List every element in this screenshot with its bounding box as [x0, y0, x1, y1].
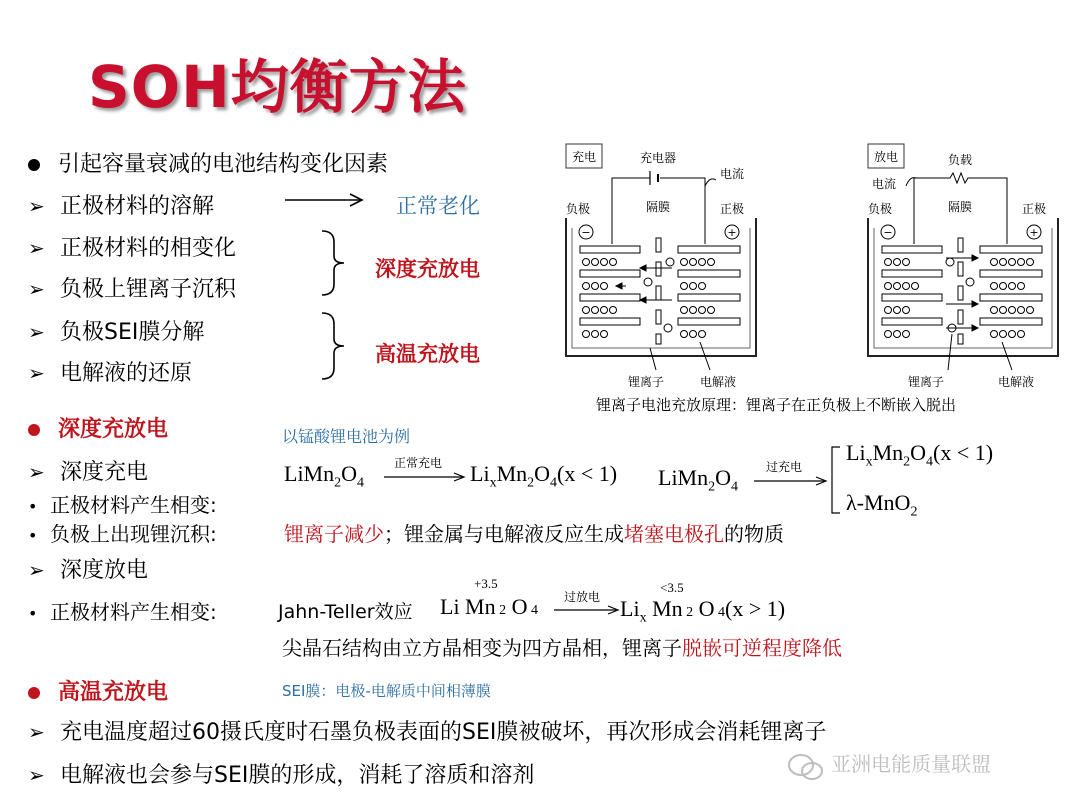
- arrowhead-icon: ➢: [28, 460, 45, 484]
- spinel-red-text: 脱嵌可逆程度降低: [682, 636, 842, 660]
- svg-text:+: +: [1029, 226, 1039, 239]
- eq-limn2o4-b: $LiMn_2O_4$: [658, 465, 739, 495]
- diagram-mode-label: 放电: [873, 150, 899, 164]
- diagram-device-label: 充电器: [639, 151, 677, 165]
- hightemp-section-heading-row: [28, 675, 168, 706]
- discharge-cathode-label: 正极材料产生相变:: [50, 600, 217, 624]
- spinel-text: 尖晶石结构由立方晶相变为四方晶相，锂离子: [282, 636, 682, 660]
- small-bullet-icon: •: [28, 497, 38, 516]
- cause-item-label: 正极材料的相变化: [60, 236, 237, 261]
- anode-red-text-1: 锂离子减少: [284, 522, 384, 546]
- diagram-sep-label: 隔膜: [646, 200, 671, 214]
- reaction-arrow-icon: [552, 603, 622, 617]
- deep-heading: 深度充放电: [58, 417, 169, 442]
- svg-text:−: −: [581, 226, 591, 239]
- brace-icon: [318, 310, 358, 382]
- watermark-text: 亚洲电能质量联盟: [831, 752, 992, 776]
- anode-end-text: 的物质: [724, 522, 784, 546]
- anode-red-text-2: 堵塞电极孔: [624, 522, 724, 546]
- bullet-dot-icon: [28, 424, 40, 436]
- bracket-icon: [826, 445, 842, 515]
- eq-label-over-discharge: 过放电: [564, 590, 601, 604]
- hightemp-item-2: [28, 758, 534, 789]
- diagram-pos-label: 正极: [1022, 202, 1047, 216]
- cause-item-1: [28, 189, 214, 220]
- deep-charge-row: [28, 455, 148, 486]
- diagram-current-label: 电流: [872, 177, 897, 191]
- hightemp-item-1: [28, 715, 826, 746]
- cause-item-label: 负极上锂离子沉积: [60, 277, 237, 302]
- arrowhead-icon: ➢: [28, 763, 45, 787]
- deep-discharge-title: 深度放电: [60, 558, 149, 583]
- eq-limn2o4-c: Li Mn 2 O 4: [440, 594, 539, 619]
- anode-deposit-label: 负极上出现锂沉积:: [50, 522, 217, 546]
- eq-lixmn2o4-c: $Li_x$ Mn 2 O 4(x > 1): [620, 596, 786, 626]
- arrowhead-icon: ➢: [28, 194, 45, 218]
- hightemp-item-label: 充电温度超过60摄氏度时石墨负极表面的SEI膜被破坏，再次形成会消耗锂离子: [60, 720, 827, 745]
- diagram-electrolyte-label: 电解液: [998, 375, 1035, 389]
- charge-diagram: [560, 138, 760, 393]
- eq-lambda-mno2: λ-MnO$_2$: [846, 490, 918, 520]
- eq-label-normal-charge: 正常充电: [394, 456, 443, 470]
- diagram-sep-label: 隔膜: [948, 200, 973, 214]
- diagram-current-label: 电流: [720, 167, 745, 181]
- hightemp-item-label: 电解液也会参与SEI膜的形成，消耗了溶质和溶剂: [60, 763, 535, 788]
- arrowhead-icon: ➢: [28, 558, 45, 582]
- reaction-arrow-icon: [382, 470, 468, 484]
- cathode-phase-label: 正极材料产生相变:: [50, 493, 217, 517]
- eq-condition-lt: (x < 1): [557, 461, 618, 486]
- svg-text:−: −: [883, 226, 893, 239]
- label-high-temp: 高温充放电: [375, 342, 480, 366]
- arrowhead-icon: ➢: [28, 720, 45, 744]
- cause-item-label: 负极SEI膜分解: [60, 320, 205, 345]
- ox-state-2: <3.5: [660, 580, 684, 595]
- svg-text:+: +: [727, 226, 737, 239]
- deep-charge-title: 深度充电: [60, 460, 149, 485]
- arrowhead-icon: ➢: [28, 236, 45, 260]
- anode-deposit-row: [28, 518, 217, 547]
- cause-item-3: [28, 272, 236, 303]
- arrowhead-icon: ➢: [28, 277, 45, 301]
- arrowhead-icon: ➢: [28, 320, 45, 344]
- label-normal-aging: 正常老化: [396, 194, 480, 218]
- diagram-pos-label: 正极: [720, 202, 745, 216]
- discharge-cathode-row: [28, 596, 217, 625]
- diagram-device-label: 负载: [947, 153, 973, 167]
- diagram-caption: 锂离子电池充放原理：锂离子在正负极上不断嵌入脱出: [596, 396, 957, 414]
- diagram-ion-label: 锂离子: [628, 375, 665, 389]
- small-bullet-icon: •: [28, 526, 38, 545]
- diagram-neg-label: 负极: [868, 202, 893, 216]
- cause-item-4: [28, 315, 204, 346]
- reaction-arrow-icon: [752, 474, 830, 488]
- arrowhead-icon: ➢: [28, 361, 45, 385]
- eq-condition-lt: (x < 1): [933, 440, 994, 465]
- hightemp-heading: 高温充放电: [58, 680, 169, 705]
- eq-limn2o4-a: $LiMn_2O_4$: [284, 461, 365, 491]
- eq-lixmn2o4-a: $Li_xMn_2O_4(x < 1)$: [470, 461, 618, 491]
- diagram-electrolyte-label: 电解液: [700, 375, 737, 389]
- causes-heading: 引起容量衰减的电池结构变化因素: [58, 152, 389, 177]
- eq-condition-gt: (x > 1): [725, 596, 786, 621]
- watermark: [786, 748, 991, 782]
- cause-item-label: 电解液的还原: [60, 361, 193, 386]
- diagram-ion-label: 锂离子: [908, 375, 945, 389]
- deep-section-heading-row: [28, 412, 168, 443]
- example-note: 以锰酸锂电池为例: [282, 427, 411, 446]
- jahn-teller-label: Jahn-Teller效应: [278, 601, 413, 623]
- page-title: SOH均衡方法: [88, 53, 467, 121]
- cause-item-2: [28, 231, 236, 262]
- cause-item-label: 正极材料的溶解: [60, 194, 215, 219]
- small-bullet-icon: •: [28, 604, 38, 623]
- brace-icon: [318, 228, 358, 298]
- bullet-dot-icon: [28, 687, 40, 699]
- causes-heading-row: [28, 147, 388, 178]
- cathode-phase-row: [28, 489, 217, 518]
- ox-state-1: +3.5: [474, 576, 498, 591]
- eq-label-over-charge: 过充电: [766, 460, 803, 474]
- right-arrow-icon: [280, 185, 370, 215]
- diagram-mode-label: 充电: [571, 150, 597, 164]
- discharge-diagram: [862, 138, 1062, 393]
- eq-lixmn2o4-b: $Li_xMn_2O_4(x < 1)$: [846, 440, 994, 470]
- cause-item-5: [28, 356, 192, 387]
- spinel-line: [282, 632, 842, 661]
- anode-mid-text: ；锂金属与电解液反应生成: [384, 522, 624, 546]
- deep-discharge-row: [28, 553, 148, 584]
- diagram-neg-label: 负极: [566, 202, 591, 216]
- sei-note: SEI膜：电极-电解质中间相薄膜: [282, 682, 491, 700]
- label-deep-charge: 深度充放电: [375, 257, 480, 281]
- wechat-icon: [786, 752, 826, 782]
- anode-deposit-detail: [284, 518, 784, 547]
- bullet-dot-icon: [28, 159, 40, 171]
